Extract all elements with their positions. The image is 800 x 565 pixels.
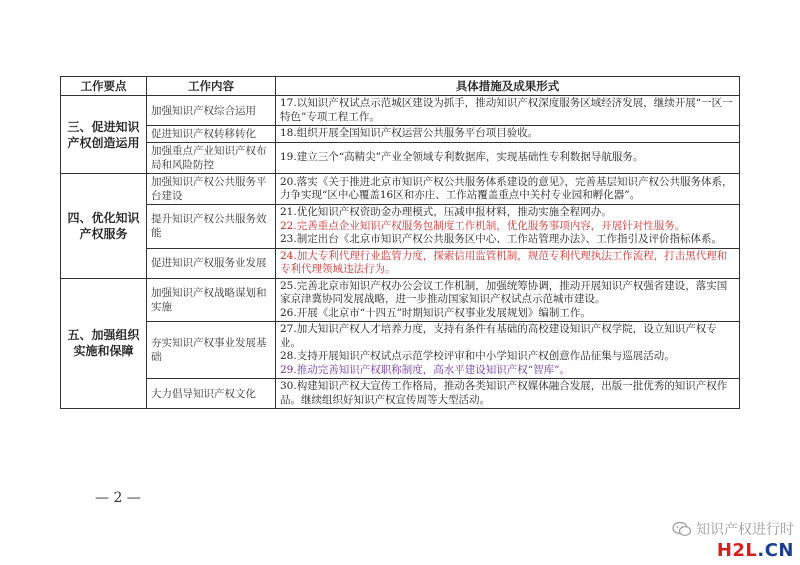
table-row — [61, 126, 740, 143]
work-content-cell: 大力倡导知识产权文化 — [147, 379, 276, 409]
measure-item: 24.加大专利代理行业监管力度，探索信用监管机制，规范专利代理执法工作流程，打击黑代理和专利代理领域违法行为。 — [280, 249, 728, 275]
wechat-icon — [672, 521, 692, 537]
footer-brand — [672, 519, 794, 561]
table-row — [61, 379, 740, 409]
table-row — [61, 96, 740, 126]
header-measures: 具体措施及成果形式 — [276, 77, 740, 96]
page-number: — 2 — — [95, 490, 141, 506]
measures-cell — [276, 379, 740, 409]
table-row — [61, 278, 740, 322]
measure-item: 27.加大知识产权人才培养力度，支持有条件有基础的高校建设知识产权学院，设立知识产权专业。 — [280, 323, 717, 349]
measure-item: 23.制定出台《北京市知识产权公共服务区中心、工作站管理办法》、工作指引及评价指标体系。 — [280, 233, 722, 245]
work-point-cell: 五、加强组织实施和保障 — [61, 278, 147, 409]
work-content-cell: 加强知识产权综合运用 — [147, 96, 276, 126]
measures-cell — [276, 322, 740, 379]
table-row — [61, 143, 740, 174]
measures-cell — [276, 174, 740, 205]
h2l-watermark — [717, 540, 794, 561]
work-content-cell: 促进知识产权转移转化 — [147, 126, 276, 143]
measure-item: 22.完善重点企业知识产权服务包制度工作机制，优化服务事项内容，开展针对性服务。 — [280, 219, 686, 232]
measure-item: 17.以知识产权试点示范城区建设为抓手，推动知识产权深度服务区域经济发展，继续开展“一区一特色”专项工程工作。 — [280, 97, 733, 123]
table-row — [61, 322, 740, 379]
measures-cell — [276, 205, 740, 249]
work-content-cell: 促进知识产权服务业发展 — [147, 248, 276, 278]
h2l-watermark-left: H2L — [716, 540, 758, 561]
measures-cell — [276, 143, 740, 174]
measure-item: 25.完善北京市知识产权办公会议工作机制，加强统筹协调，推动开展知识产权强省建设，落实国家京津冀协同发展战略，进一步推动国家知识产权试点示范城市建设。 — [280, 279, 728, 305]
work-content-cell: 加强知识产权战略谋划和实施 — [147, 278, 276, 322]
measures-cell — [276, 126, 740, 143]
work-content-cell: 提升知识产权公共服务效能 — [147, 205, 276, 249]
table-body — [61, 96, 740, 409]
measures-cell — [276, 248, 740, 278]
work-point-cell: 三、促进知识产权创造运用 — [61, 96, 147, 174]
measure-item: 30.构建知识产权大宣传工作格局，推动各类知识产权媒体融合发展，出版一批优秀的知识产权作品。继续组织好知识产权宣传周等大型活动。 — [280, 380, 728, 406]
measure-item: 26.开展《北京市“十四五”时期知识产权事业发展规划》编制工作。 — [280, 306, 591, 319]
table-row — [61, 248, 740, 278]
table-row — [61, 205, 740, 249]
measure-item: 19.建立三个“高精尖”产业全领域专利数据库，实现基础性专利数据导航服务。 — [280, 151, 644, 164]
measures-cell — [276, 96, 740, 126]
table-header-row — [61, 77, 740, 96]
work-plan-table — [60, 76, 740, 409]
measure-item: 18.组织开展全国知识产权运营公共服务平台项目验收。 — [280, 127, 539, 140]
work-point-cell: 四、优化知识产权服务 — [61, 174, 147, 279]
header-work-point: 工作要点 — [61, 77, 147, 96]
work-content-cell: 夯实知识产权事业发展基础 — [147, 322, 276, 379]
measure-item: 20.落实《关于推进北京市知识产权公共服务体系建设的意见》，完善基层知识产权公共服务体系，力争实现“区中心覆盖16区和亦庄、工作站覆盖重点中关村专业园和孵化器”。 — [280, 175, 733, 201]
measures-cell — [276, 278, 740, 322]
wechat-account-name: 知识产权进行时 — [696, 522, 794, 538]
header-work-content: 工作内容 — [147, 77, 276, 96]
work-content-cell: 加强重点产业知识产权布局和风险防控 — [147, 143, 276, 174]
h2l-watermark-right: .CN — [757, 540, 794, 561]
table-row — [61, 174, 740, 205]
measure-item: 29.推动完善知识产权职称制度，高水平建设知识产权“智库”。 — [280, 363, 570, 376]
wechat-account — [672, 519, 794, 539]
measure-item: 28.支持开展知识产权试点示范学校评审和中小学知识产权创意作品征集与巡展活动。 — [280, 350, 675, 362]
work-content-cell: 加强知识产权公共服务平台建设 — [147, 174, 276, 205]
measure-item: 21.优化知识产权资助金办理模式，压减申报材料，推动实施全程网办。 — [280, 206, 612, 218]
